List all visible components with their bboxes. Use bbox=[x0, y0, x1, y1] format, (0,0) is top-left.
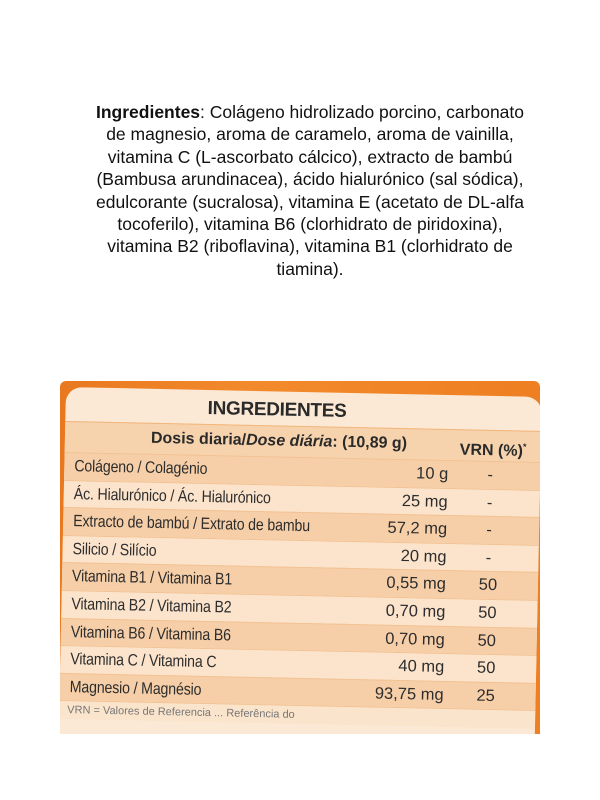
nutrient-amount: 0,55 mg bbox=[386, 574, 447, 594]
dose-header-amount: : (10,89 g) bbox=[332, 433, 408, 453]
ingredients-label: Ingredientes bbox=[95, 102, 201, 122]
nutrient-amount: 0,70 mg bbox=[385, 601, 446, 621]
nutrient-name: Vitamina B2 / Vitamina B2 bbox=[71, 595, 232, 617]
nutrient-name: Vitamina B1 / Vitamina B1 bbox=[71, 567, 233, 589]
nutrient-amount: 20 mg bbox=[400, 546, 447, 566]
table-footnote: VRN = Valores de Referencia ... Referência do bbox=[60, 700, 535, 729]
nutrient-vrn: 50 bbox=[477, 631, 497, 650]
nutrient-name: Silicio / Silício bbox=[72, 539, 157, 560]
table-body bbox=[60, 452, 540, 710]
vrn-header-label: VRN (%) bbox=[459, 441, 524, 460]
nutrient-amount: 57,2 mg bbox=[387, 518, 448, 539]
nutrient-name: Vitamina B6 / Vitamina B6 bbox=[70, 622, 232, 645]
nutrient-vrn: - bbox=[485, 548, 492, 567]
product-label-photo bbox=[60, 381, 540, 734]
nutrient-name: Colágeno / Colagénio bbox=[74, 457, 208, 478]
nutrient-amount: 0,70 mg bbox=[384, 629, 445, 649]
nutrient-name: Vitamina C / Vitamina C bbox=[70, 650, 217, 672]
nutrient-amount: 25 mg bbox=[401, 491, 448, 511]
nutrient-vrn: 25 bbox=[476, 686, 495, 705]
nutrient-vrn: - bbox=[487, 465, 494, 484]
nutrient-vrn: - bbox=[486, 521, 493, 540]
table-title: INGREDIENTES bbox=[207, 397, 347, 422]
nutrient-name: Ác. Hialurónico / Ác. Hialurónico bbox=[73, 484, 271, 507]
nutrient-name: Magnesio / Magnésio bbox=[69, 677, 202, 699]
vrn-header-mark: * bbox=[522, 441, 527, 452]
nutrient-vrn: 50 bbox=[477, 603, 497, 623]
nutrition-table bbox=[60, 387, 540, 734]
nutrient-vrn: - bbox=[486, 493, 493, 512]
nutrient-vrn: 50 bbox=[478, 576, 498, 595]
dose-header-pt: Dose diária bbox=[245, 431, 333, 451]
nutrient-vrn: 50 bbox=[476, 658, 496, 678]
ingredients-paragraph bbox=[95, 101, 525, 280]
nutrient-amount: 40 mg bbox=[398, 657, 445, 677]
nutrient-amount: 10 g bbox=[415, 464, 449, 484]
dose-header-es: Dosis diaria/ bbox=[150, 429, 247, 449]
nutrient-amount: 93,75 mg bbox=[374, 684, 444, 704]
ingredients-list-text: : Colágeno hidrolizado porcino, carbonato de magnesio, aroma de caramelo, aroma de vainilla, vitamina C (L-ascorbato cálcico), extracto de bambú (Bambusa arundinacea), ácido hialurónico (sal sódica), edulcorante (sucralosa), vitamina E (acetato de DL-alfa tocoferilo), vitamina B6 (clorhidrato de piridoxina), vitamina B2 (riboflavina), vitamina B1 (clorhidrato de tiamina). bbox=[96, 102, 525, 279]
nutrient-name: Extracto de bambú / Extrato de bambu bbox=[72, 512, 311, 536]
